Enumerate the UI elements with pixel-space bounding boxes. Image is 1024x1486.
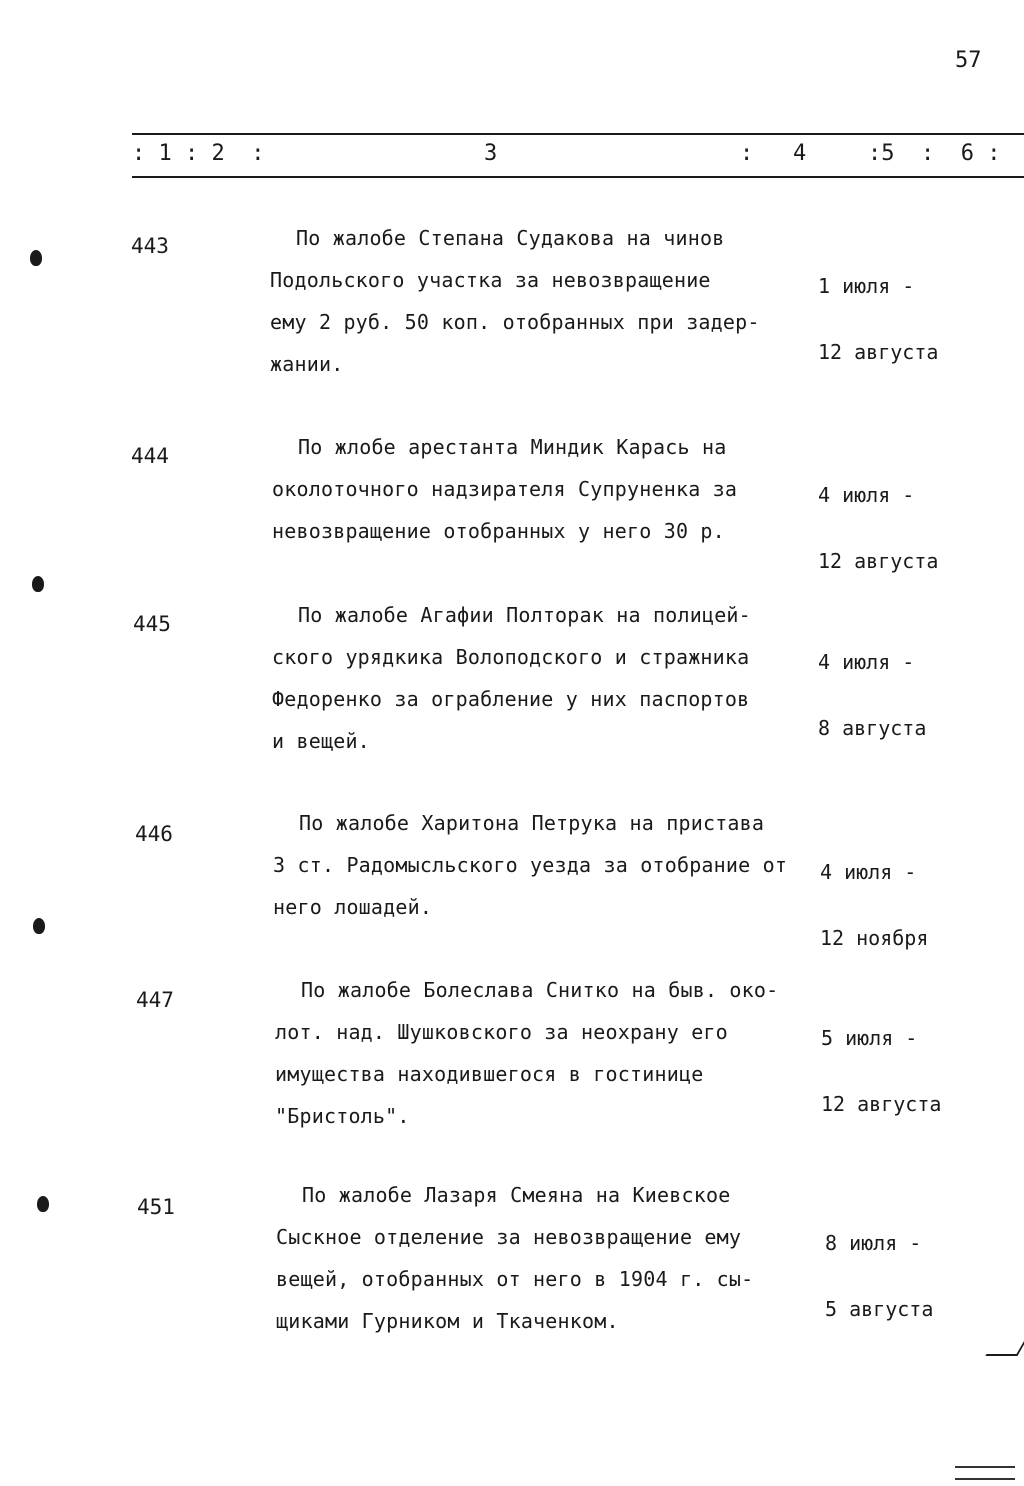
description-line: невозвращение отобранных у него 30 р.	[272, 519, 725, 543]
row-description	[276, 1174, 753, 1342]
description-line: 3 ст. Радомысльского уезда за отобрание от	[273, 853, 788, 877]
description-line: По жалобе Лазаря Смеяна на Киевское	[302, 1183, 731, 1207]
row-number: 444	[131, 444, 169, 468]
header-col-5-6: :5 : 6 :	[868, 141, 1001, 166]
footer-rule	[955, 1478, 1015, 1480]
description-line: По жалобе Болеслава Снитко на быв. око-	[301, 978, 779, 1002]
date-start: 4 июля -	[820, 860, 917, 884]
row-number: 451	[137, 1195, 175, 1219]
description-line: По жалобе Степана Судакова на чинов	[296, 226, 725, 250]
date-end: 12 августа	[821, 1092, 942, 1116]
row-description	[275, 969, 778, 1137]
row-description	[273, 802, 787, 928]
binder-hole-mark	[32, 576, 44, 592]
date-start: 5 июля -	[821, 1026, 918, 1050]
row-dates	[818, 607, 926, 783]
binder-hole-mark	[30, 250, 42, 266]
row-description	[272, 594, 751, 762]
date-end: 8 августа	[818, 716, 927, 740]
description-line: ему 2 руб. 50 коп. отобранных при задер-	[270, 310, 760, 334]
binder-hole-mark	[33, 918, 45, 934]
page-number: 57	[955, 48, 982, 73]
description-line: По жалобе Харитона Петрука на пристава	[299, 811, 765, 835]
row-dates	[818, 231, 938, 407]
row-number: 445	[133, 612, 171, 636]
description-line: Федоренко за ограбление у них паспортов	[272, 687, 750, 711]
header-col-4: : 4	[740, 141, 807, 166]
description-line: околоточного надзирателя Супруненка за	[272, 477, 738, 501]
binder-hole-mark	[37, 1196, 49, 1212]
date-end: 12 августа	[818, 340, 939, 364]
row-number: 447	[136, 988, 174, 1012]
header-col-3: 3	[484, 141, 498, 166]
row-description	[272, 426, 737, 552]
footer-rule	[955, 1466, 1015, 1468]
row-dates	[820, 817, 928, 993]
row-number: 443	[131, 234, 169, 258]
row-dates	[825, 1188, 933, 1364]
date-end: 12 августа	[818, 549, 939, 573]
header-bottom-rule	[132, 176, 1024, 178]
description-line: и вещей.	[272, 729, 370, 753]
date-end: 5 августа	[825, 1297, 934, 1321]
date-end: 12 ноября	[820, 926, 929, 950]
row-number: 446	[135, 822, 173, 846]
header-col-1-2: : 1 : 2 :	[132, 141, 265, 166]
description-line: "Бристоль".	[275, 1104, 410, 1128]
description-line: По жалобе Агафии Полторак на полицей-	[298, 603, 751, 627]
row-dates	[821, 983, 941, 1159]
description-line: ского урядкика Волоподского и стражника	[272, 645, 750, 669]
description-line: имущества находившегося в гостинице	[275, 1062, 704, 1086]
row-dates	[818, 440, 938, 616]
description-line: Сыскное отделение за невозвращение ему	[276, 1225, 742, 1249]
description-line: лот. над. Шушковского за неохрану его	[275, 1020, 728, 1044]
description-line: щиками Гурником и Ткаченком.	[276, 1309, 619, 1333]
margin-pen-stroke	[985, 1340, 1024, 1356]
header-top-rule	[132, 133, 1024, 135]
date-start: 4 июля -	[818, 483, 915, 507]
description-line: него лошадей.	[273, 895, 433, 919]
date-start: 8 июля -	[825, 1231, 922, 1255]
row-description	[270, 217, 760, 385]
description-line: жании.	[270, 352, 344, 376]
description-line: вещей, отобранных от него в 1904 г. сы-	[276, 1267, 754, 1291]
description-line: По жлобе арестанта Миндик Карась на	[298, 435, 727, 459]
date-start: 4 июля -	[818, 650, 915, 674]
description-line: Подольского участка за невозвращение	[270, 268, 711, 292]
date-start: 1 июля -	[818, 274, 915, 298]
